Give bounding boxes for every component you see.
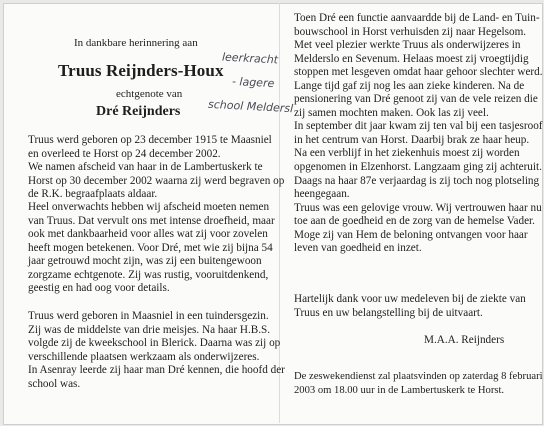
text-line: Met veel plezier werkte Truus als onderwijzeres in (294, 39, 521, 52)
left-paragraph-farewell (28, 201, 275, 296)
text-line: Lange tijd gaf zij nog les aan zieke kinderen. Na de (294, 79, 525, 92)
deceased-name: Truus Reijnders-Houx (58, 61, 224, 80)
text-line: in het centrum van Horst. Daarbij brak ze haar heup. (294, 133, 530, 146)
text-line: We namen afscheid van haar in de Lambertuskerk te (28, 161, 263, 174)
dedication-line: In dankbare herinnering aan (74, 37, 198, 49)
right-paragraph-life (294, 12, 543, 256)
text-line: toe aan de goedheid en de zorg van de hemelse Vader. (294, 215, 535, 228)
handwritten-note-line-1: leerkracht (221, 50, 279, 67)
text-line: Zij was de middelste van drie meisjes. Na haar H.B.S. (28, 323, 271, 336)
text-line: stoppen met lesgeven omdat haar gehoor slechter werd. (294, 66, 543, 79)
text-line: Heel onverwachts hebben wij afscheid moeten nemen (28, 201, 270, 213)
signature: M.A.A. Reijnders (424, 334, 505, 346)
text-line: In Asenray leerde zij haar man Dré kennen, die hoofd der (28, 364, 285, 377)
text-line: zij samen mochten maken. Ook las zij veel. (294, 106, 489, 119)
text-line: bouwschool in Horst verhuisden zij naar Hegelsom. (294, 25, 527, 38)
spouse-label: echtgenote van (116, 88, 183, 100)
text-line: volgde zij de kweekschool in Blerick. Daarna was zij op (28, 337, 281, 350)
text-line: Hartelijk dank voor uw medeleven bij de ziekte van (294, 293, 526, 305)
text-line: de R.K. begraafplaats aldaar. (28, 188, 158, 201)
text-line: zorgzame echtgenote. Zij was rustig, vooruitdenkend, (28, 268, 269, 281)
text-line: heeft mogen betekenen. Voor Dré, met wie zij bijna 54 (28, 241, 273, 254)
text-line: jaar getrouwd mocht zijn, was zij een buitengewoon (28, 255, 262, 268)
text-line: Na een verblijf in het ziekenhuis moest zij worden (294, 147, 520, 160)
text-line: pensionering van Dré genoot zij van de vele reizen die (294, 93, 538, 106)
text-line: Toen Dré een functie aanvaardde bij de Land- en Tuin- (294, 12, 540, 24)
text-line: en overleed te Horst op 24 december 2002. (28, 147, 221, 160)
text-line: Moge zij van Hem de beloning ontvangen voor haar (294, 228, 528, 241)
left-paragraph-birth (28, 134, 284, 202)
text-line: In september dit jaar kwam zij ten val bij een tasjesroof (294, 120, 543, 133)
text-line: 2003 om 18.00 uur in de Lambertuskerk te Horst. (294, 384, 505, 396)
text-line: Horst op 30 december 2002 waarna zij werd begraven op (28, 174, 285, 187)
text-line: heengegaan. (294, 188, 350, 201)
text-line: opgenomen in Elzenhorst. Langzaam ging zij achteruit. (294, 161, 542, 174)
text-line: ook met dankbaarheid voor alles wat zij voor zovelen (28, 228, 268, 241)
text-line: Daags na haar 87e verjaardag is zij toch nog plotseling (294, 174, 540, 187)
handwritten-note-line-3: school Meldersl (207, 97, 294, 116)
text-line: Truus was een gelovige vrouw. Wij vertrouwen haar nu (294, 201, 542, 214)
left-paragraph-life (28, 310, 285, 391)
right-paragraph-thanks (294, 293, 526, 320)
spouse-name: Dré Reijnders (96, 104, 181, 119)
text-line: Truus werd geboren in Maasniel in een tuindersgezin. (28, 310, 269, 322)
text-line: school was. (28, 377, 81, 390)
text-line: Melderslo en Sevenum. Helaas moest zij vroegtijdig (294, 52, 529, 65)
text-line: geestig en had oog voor details. (28, 282, 170, 295)
text-line: Truus werd geboren op 23 december 1915 te Maasniel (28, 134, 272, 146)
text-line: van Truus. Dat vervult ons met intense droefheid, maar (28, 214, 275, 227)
handwritten-note-line-2: - lagere (231, 74, 275, 91)
right-paragraph-service (294, 370, 543, 397)
text-line: leven van goedheid en inzet. (294, 242, 422, 255)
text-line: verschillende plaatsen werkzaam als onderwijzeres. (28, 350, 260, 363)
text-line: Truus en uw belangstelling bij de uitvaart. (294, 306, 483, 319)
text-line: De zeswekendienst zal plaatsvinden op zaterdag 8 februari (294, 371, 543, 382)
